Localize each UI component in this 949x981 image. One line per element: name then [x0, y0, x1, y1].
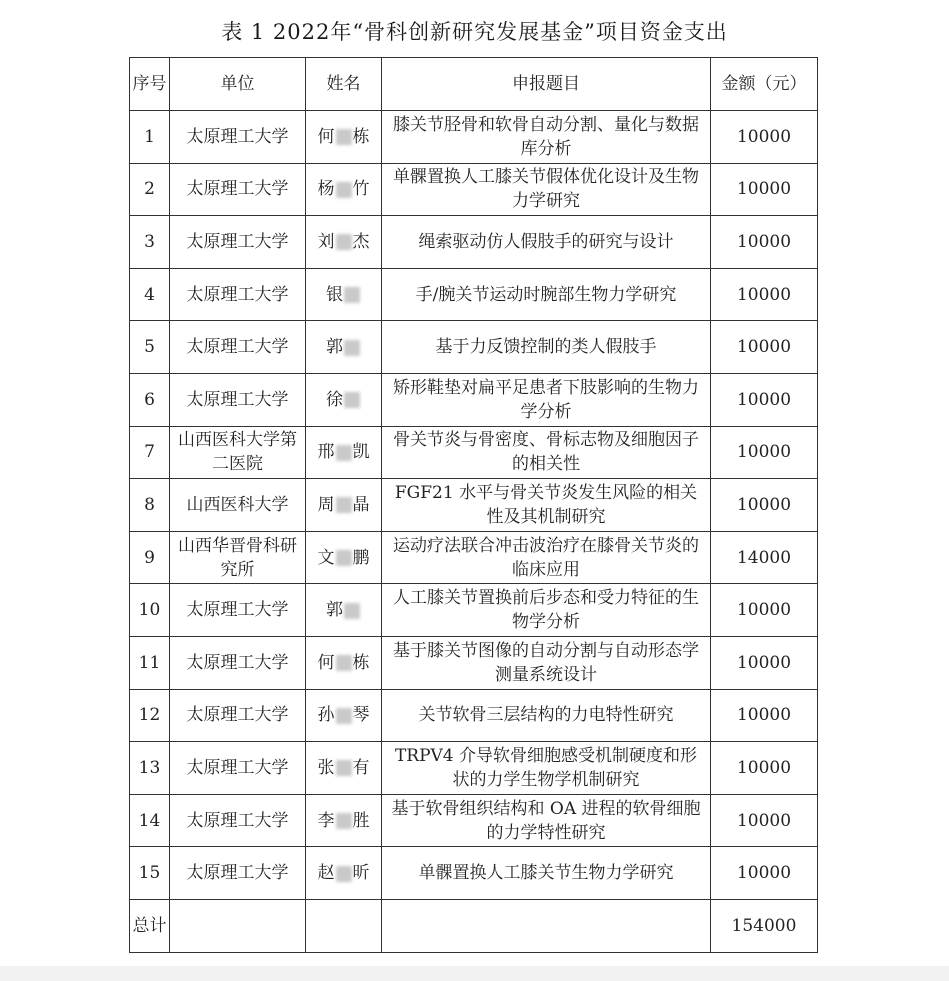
- cell-topic: 基于软骨组织结构和 OA 进程的软骨细胞的力学特性研究: [382, 794, 711, 847]
- cell-topic: 单髁置换人工膝关节假体优化设计及生物力学研究: [382, 163, 711, 216]
- cell-unit: 太原理工大学: [170, 742, 306, 795]
- name-last-char: 栋: [352, 126, 370, 147]
- name-first-char: 郭: [326, 600, 343, 621]
- redaction-mark: [336, 234, 352, 250]
- cell-name: [306, 584, 382, 637]
- name-last-char: 杰: [352, 231, 370, 252]
- total-label: 总计: [130, 899, 170, 952]
- header-seq: 序号: [130, 58, 170, 111]
- name-first-char: 李: [317, 810, 335, 831]
- cell-topic: 膝关节胫骨和软骨自动分割、量化与数据库分析: [382, 111, 711, 164]
- total-unit-empty: [170, 899, 306, 952]
- cell-amount: 14000: [711, 531, 818, 584]
- name-last-char: 栋: [352, 652, 370, 673]
- cell-amount: 10000: [711, 426, 818, 479]
- cell-amount: 10000: [711, 268, 818, 321]
- cell-seq: 1: [130, 111, 170, 164]
- cell-seq: 4: [130, 268, 170, 321]
- table-row: [130, 742, 818, 795]
- cell-topic: FGF21 水平与骨关节炎发生风险的相关性及其机制研究: [382, 479, 711, 532]
- table-caption: 表 1 2022年“骨科创新研究发展基金”项目资金支出: [221, 20, 728, 44]
- name-first-char: 文: [317, 547, 335, 568]
- redaction-mark: [344, 287, 360, 303]
- table-row: [130, 426, 818, 479]
- name-first-char: 孙: [317, 705, 335, 726]
- redaction-mark: [336, 182, 352, 198]
- cell-name: [306, 216, 382, 269]
- cell-unit: 太原理工大学: [170, 216, 306, 269]
- cell-unit: 山西华晋骨科研究所: [170, 531, 306, 584]
- name-last-char: 琴: [352, 705, 370, 726]
- table-row: [130, 636, 818, 689]
- table-row: [130, 321, 818, 374]
- name-last-char: 晶: [352, 494, 370, 515]
- cell-amount: 10000: [711, 321, 818, 374]
- name-first-char: 何: [317, 652, 335, 673]
- name-first-char: 郭: [326, 337, 343, 358]
- table-row: [130, 847, 818, 900]
- header-amount: 金额（元）: [711, 58, 818, 111]
- redaction-mark: [344, 392, 360, 408]
- cell-seq: 9: [130, 531, 170, 584]
- header-topic: 申报题目: [382, 58, 711, 111]
- name-first-char: 刘: [317, 231, 335, 252]
- cell-topic: TRPV4 介导软骨细胞感受机制硬度和形状的力学生物学机制研究: [382, 742, 711, 795]
- name-first-char: 周: [317, 494, 335, 515]
- total-name-empty: [306, 899, 382, 952]
- cell-seq: 11: [130, 636, 170, 689]
- total-row: [130, 899, 818, 952]
- table-row: [130, 479, 818, 532]
- header-row: [130, 58, 818, 111]
- name-first-char: 邢: [317, 442, 335, 463]
- name-first-char: 张: [317, 757, 335, 778]
- table-row: [130, 268, 818, 321]
- name-last-char: 凯: [352, 442, 370, 463]
- cell-amount: 10000: [711, 689, 818, 742]
- cell-amount: 10000: [711, 373, 818, 426]
- cell-seq: 5: [130, 321, 170, 374]
- cell-amount: 10000: [711, 847, 818, 900]
- cell-unit: 太原理工大学: [170, 373, 306, 426]
- cell-name: [306, 847, 382, 900]
- table-row: [130, 216, 818, 269]
- cell-amount: 10000: [711, 216, 818, 269]
- cell-topic: 矫形鞋垫对扁平足患者下肢影响的生物力学分析: [382, 373, 711, 426]
- header-name: 姓名: [306, 58, 382, 111]
- cell-seq: 6: [130, 373, 170, 426]
- name-last-char: 昕: [352, 863, 370, 884]
- redaction-mark: [344, 340, 360, 356]
- cell-name: [306, 268, 382, 321]
- table-row: [130, 531, 818, 584]
- cell-unit: 太原理工大学: [170, 321, 306, 374]
- table-body: [130, 111, 818, 900]
- total-topic-empty: [382, 899, 711, 952]
- cell-seq: 15: [130, 847, 170, 900]
- cell-name: [306, 689, 382, 742]
- cell-topic: 基于力反馈控制的类人假肢手: [382, 321, 711, 374]
- funding-table: [129, 57, 818, 953]
- cell-topic: 基于膝关节图像的自动分割与自动形态学测量系统设计: [382, 636, 711, 689]
- cell-topic: 关节软骨三层结构的力电特性研究: [382, 689, 711, 742]
- table-row: [130, 163, 818, 216]
- cell-name: [306, 111, 382, 164]
- cell-unit: 山西医科大学: [170, 479, 306, 532]
- redaction-mark: [336, 813, 352, 829]
- redaction-mark: [336, 866, 352, 882]
- cell-seq: 2: [130, 163, 170, 216]
- cell-unit: 太原理工大学: [170, 794, 306, 847]
- cell-seq: 3: [130, 216, 170, 269]
- cell-name: [306, 321, 382, 374]
- cell-amount: 10000: [711, 111, 818, 164]
- cell-unit: 太原理工大学: [170, 636, 306, 689]
- redaction-mark: [336, 708, 352, 724]
- name-first-char: 杨: [317, 179, 335, 200]
- cell-amount: 10000: [711, 584, 818, 637]
- cell-seq: 8: [130, 479, 170, 532]
- name-first-char: 徐: [326, 389, 343, 410]
- cell-topic: 人工膝关节置换前后步态和受力特征的生物学分析: [382, 584, 711, 637]
- redaction-mark: [336, 445, 352, 461]
- name-last-char: 竹: [352, 179, 370, 200]
- cell-amount: 10000: [711, 479, 818, 532]
- table-row: [130, 584, 818, 637]
- cell-seq: 10: [130, 584, 170, 637]
- cell-topic: 手/腕关节运动时腕部生物力学研究: [382, 268, 711, 321]
- cell-amount: 10000: [711, 636, 818, 689]
- cell-unit: 太原理工大学: [170, 163, 306, 216]
- name-first-char: 何: [317, 126, 335, 147]
- cell-name: [306, 426, 382, 479]
- redaction-mark: [344, 603, 360, 619]
- table-row: [130, 794, 818, 847]
- cell-seq: 7: [130, 426, 170, 479]
- name-first-char: 银: [326, 284, 343, 305]
- name-last-char: 鹏: [352, 547, 370, 568]
- cell-unit: 太原理工大学: [170, 847, 306, 900]
- cell-seq: 13: [130, 742, 170, 795]
- redaction-mark: [336, 497, 352, 513]
- cell-unit: 山西医科大学第二医院: [170, 426, 306, 479]
- cell-unit: 太原理工大学: [170, 268, 306, 321]
- cell-amount: 10000: [711, 163, 818, 216]
- cell-seq: 14: [130, 794, 170, 847]
- cell-name: [306, 163, 382, 216]
- cell-name: [306, 794, 382, 847]
- cell-name: [306, 742, 382, 795]
- table-row: [130, 111, 818, 164]
- header-unit: 单位: [170, 58, 306, 111]
- cell-topic: 绳索驱动仿人假肢手的研究与设计: [382, 216, 711, 269]
- cell-topic: 运动疗法联合冲击波治疗在膝骨关节炎的临床应用: [382, 531, 711, 584]
- redaction-mark: [336, 655, 352, 671]
- redaction-mark: [336, 550, 352, 566]
- name-first-char: 赵: [317, 863, 335, 884]
- cell-name: [306, 531, 382, 584]
- page-bottom-strip: [0, 966, 949, 981]
- cell-topic: 骨关节炎与骨密度、骨标志物及细胞因子的相关性: [382, 426, 711, 479]
- cell-topic: 单髁置换人工膝关节生物力学研究: [382, 847, 711, 900]
- cell-unit: 太原理工大学: [170, 111, 306, 164]
- cell-unit: 太原理工大学: [170, 584, 306, 637]
- cell-name: [306, 479, 382, 532]
- cell-amount: 10000: [711, 742, 818, 795]
- cell-seq: 12: [130, 689, 170, 742]
- redaction-mark: [336, 760, 352, 776]
- table-row: [130, 689, 818, 742]
- cell-name: [306, 373, 382, 426]
- name-last-char: 胜: [352, 810, 370, 831]
- table-row: [130, 373, 818, 426]
- cell-unit: 太原理工大学: [170, 689, 306, 742]
- cell-name: [306, 636, 382, 689]
- name-last-char: 有: [352, 757, 370, 778]
- cell-amount: 10000: [711, 794, 818, 847]
- total-amount: 154000: [711, 899, 818, 952]
- redaction-mark: [336, 129, 352, 145]
